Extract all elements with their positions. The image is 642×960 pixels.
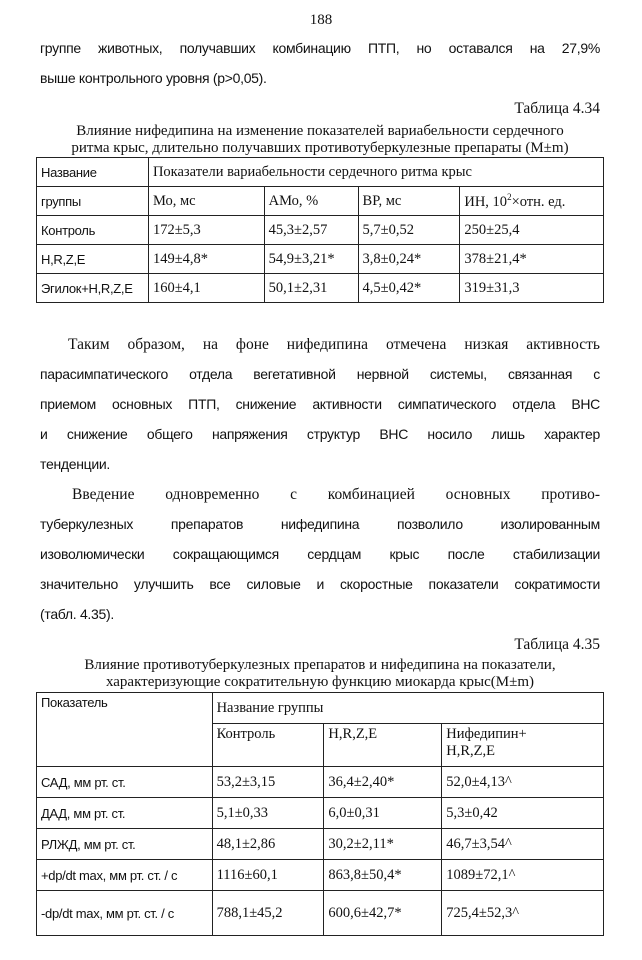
table-cell: 863,8±50,4* xyxy=(324,860,442,891)
table-cell: 160±4,1 xyxy=(148,274,264,303)
row-label: Эгилок+H,R,Z,E xyxy=(37,274,149,303)
table-cell: 36,4±2,40* xyxy=(324,767,442,798)
paragraph-line: изоволюмически сокращающимся сердцам крыс после стабилизации xyxy=(40,546,600,562)
table-cell: 50,1±2,31 xyxy=(264,274,358,303)
header-text: ×отн. ед. xyxy=(511,193,566,210)
caption-line: Влияние нифедипина на изменение показателей вариабельности сердечного xyxy=(76,123,564,139)
table-cell: 54,9±3,21* xyxy=(264,245,358,274)
table-cell: 30,2±2,11* xyxy=(324,829,442,860)
table-row xyxy=(37,216,604,245)
column-header: Мо, мс xyxy=(148,187,264,216)
paragraph-line: Введение одновременно с комбинацией основных противо- xyxy=(72,486,600,503)
paragraph-line: тенденции. xyxy=(40,456,111,472)
table-header-row xyxy=(37,693,604,724)
table-cell: 4,5±0,42* xyxy=(358,274,460,303)
hrv-table xyxy=(36,157,604,303)
column-header: АМо, % xyxy=(264,187,358,216)
table-cell: 5,3±0,42 xyxy=(442,798,604,829)
column-header xyxy=(460,187,604,216)
caption-line: характеризующие сократительную функцию миокарда крыс(M±m) xyxy=(105,674,535,690)
table-row xyxy=(37,245,604,274)
paragraph-line: туберкулезных препаратов нифедипина позволило изолированным xyxy=(40,516,600,532)
table-row xyxy=(37,767,604,798)
table-cell: 788,1±45,2 xyxy=(212,891,324,936)
caption-line: ритма крыс, длительно получавших противотуберкулезные препараты (M±m) xyxy=(71,140,569,156)
contractility-table xyxy=(36,692,604,936)
paragraph-text: Таким образом, на фоне нифедипина отмечена низкая активность xyxy=(68,336,600,353)
group-header: Название xyxy=(37,158,149,187)
table-cell: 1089±72,1^ xyxy=(442,860,604,891)
table-header-row xyxy=(37,158,604,187)
table-cell: 250±25,4 xyxy=(460,216,604,245)
table-label: Таблица 4.34 xyxy=(514,100,600,117)
table-label: Таблица 4.35 xyxy=(514,636,600,653)
table-row xyxy=(37,798,604,829)
row-label: ДАД, мм рт. ст. xyxy=(37,798,213,829)
table-cell: 1116±60,1 xyxy=(212,860,324,891)
table-cell: 319±31,3 xyxy=(460,274,604,303)
indicators-header: Показатели вариабельности сердечного ритма крыс xyxy=(148,158,603,187)
row-label: САД, мм рт. ст. xyxy=(37,767,213,798)
paragraph-line: и снижение общего напряжения структур ВНС носило лишь характер xyxy=(40,426,600,442)
table-row xyxy=(37,860,604,891)
table-cell: 48,1±2,86 xyxy=(212,829,324,860)
paragraph-line: (табл. 4.35). xyxy=(40,606,114,622)
table-cell: 600,6±42,7* xyxy=(324,891,442,936)
paragraph-line: выше контрольного уровня (р>0,05). xyxy=(40,70,267,86)
column-header: H,R,Z,E xyxy=(324,724,442,767)
group-header-continued: группы xyxy=(37,187,149,216)
table-row xyxy=(37,829,604,860)
table-caption xyxy=(20,123,620,157)
table-cell: 53,2±3,15 xyxy=(212,767,324,798)
table-cell: 5,1±0,33 xyxy=(212,798,324,829)
table-cell: 3,8±0,24* xyxy=(358,245,460,274)
table-cell: 6,0±0,31 xyxy=(324,798,442,829)
group-header: Название группы xyxy=(212,693,603,724)
table-caption xyxy=(20,657,620,691)
row-label: H,R,Z,E xyxy=(37,245,149,274)
paragraph-line: значительно улучшить все силовые и скоростные показатели сократимости xyxy=(40,576,600,592)
column-header: Контроль xyxy=(212,724,324,767)
table-row xyxy=(37,274,604,303)
table-cell: 149±4,8* xyxy=(148,245,264,274)
header-line: H,R,Z,E xyxy=(446,743,495,759)
table-cell: 46,7±3,54^ xyxy=(442,829,604,860)
row-label: +dp/dt max, мм рт. ст. / с xyxy=(37,860,213,891)
paragraph-line: группе животных, получавших комбинацию ПТП, но оставался на 27,9% xyxy=(40,40,600,56)
column-header: ВР, мс xyxy=(358,187,460,216)
indicator-header: Показатель xyxy=(37,693,213,767)
page-number: 188 xyxy=(309,12,333,28)
row-label: РЛЖД, мм рт. ст. xyxy=(37,829,213,860)
table-cell: 45,3±2,57 xyxy=(264,216,358,245)
header-line: Нифедипин+ xyxy=(446,726,527,742)
table-subheader-row xyxy=(37,187,604,216)
table-row xyxy=(37,891,604,936)
paragraph-line: парасимпатического отдела вегетативной нервной системы, связанная с xyxy=(40,366,600,382)
column-header xyxy=(442,724,604,767)
paragraph-line xyxy=(40,336,600,354)
row-label: -dp/dt max, мм рт. ст. / с xyxy=(37,891,213,936)
table-cell: 5,7±0,52 xyxy=(358,216,460,245)
caption-line: Влияние противотуберкулезных препаратов и нифедипина на показатели, xyxy=(84,657,556,673)
header-text: ИН, 10 xyxy=(464,193,508,210)
table-cell: 378±21,4* xyxy=(460,245,604,274)
table-cell: 172±5,3 xyxy=(148,216,264,245)
table-cell: 725,4±52,3^ xyxy=(442,891,604,936)
table-cell: 52,0±4,13^ xyxy=(442,767,604,798)
superscript: 2 xyxy=(507,191,512,202)
paragraph-line: приемом основных ПТП, снижение активности симпатического отдела ВНС xyxy=(40,396,600,412)
row-label: Контроль xyxy=(37,216,149,245)
